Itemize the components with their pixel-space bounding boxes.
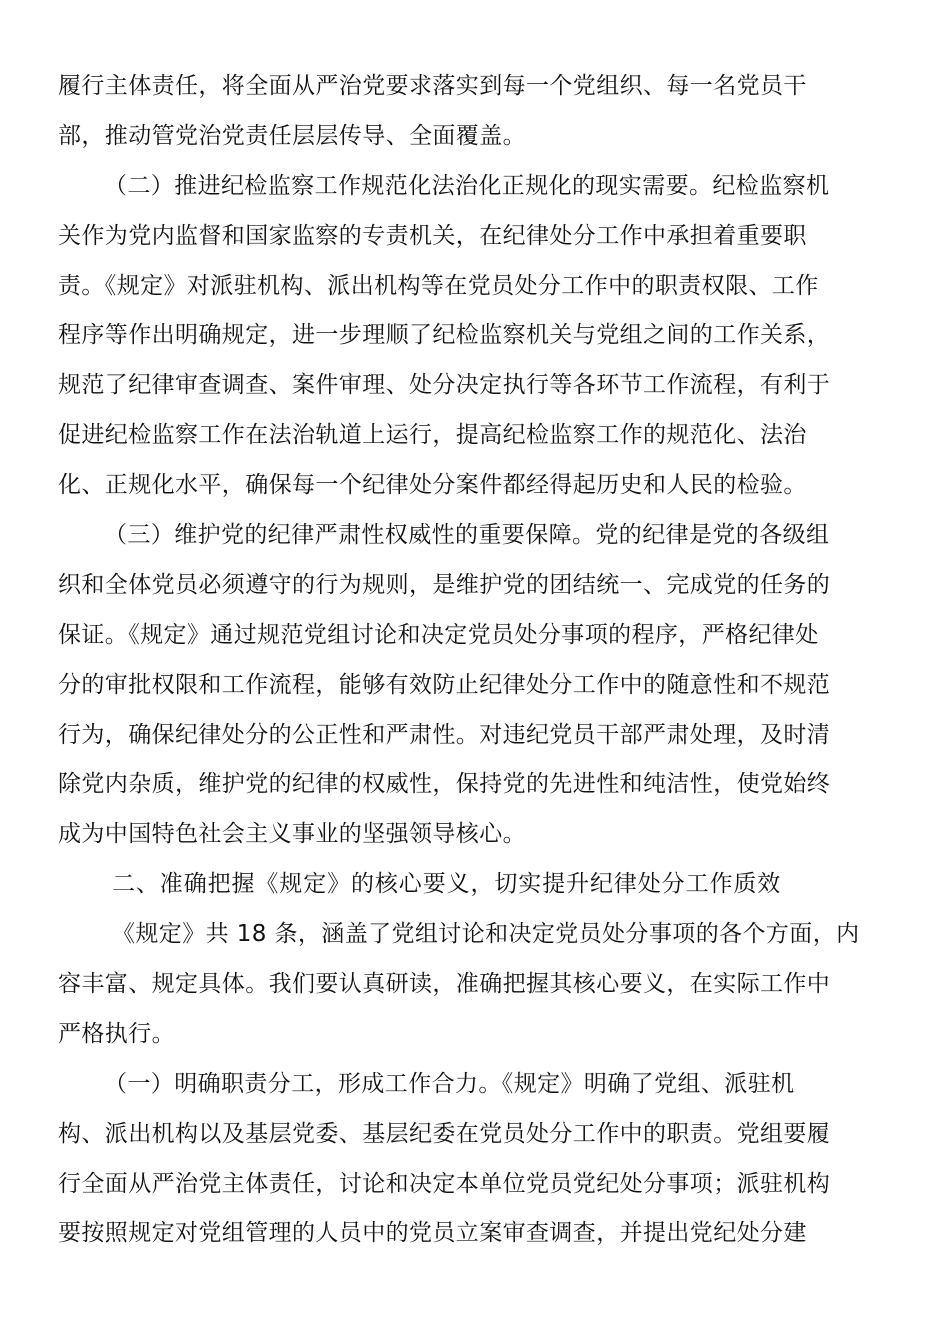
text-line: 构、派出机构以及基层党委、基层纪委在党员处分工作中的职责。党组要履: [58, 1120, 831, 1147]
text-line: 除党内杂质，维护党的纪律的权威性，保持党的先进性和纯洁性，使党始终: [58, 771, 831, 798]
text-line: 保证。《规定》通过规范党组讨论和决定党员处分事项的程序，严格纪律处: [58, 621, 819, 648]
text-line: 织和全体党员必须遵守的行为规则，是维护党的团结统一、完成党的任务的: [58, 571, 831, 598]
text-line: 责。《规定》对派驻机构、派出机构等在党员处分工作中的职责权限、工作: [58, 272, 819, 299]
text-line: 成为中国特色社会主义事业的坚强领导核心。: [58, 821, 526, 848]
text-line: 化、正规化水平，确保每一个纪律处分案件都经得起历史和人民的检验。: [58, 472, 807, 499]
text-line: 关作为党内监督和国家监察的专责机关，在纪律处分工作中承担着重要职: [58, 222, 807, 249]
text-line: 行全面从严治党主体责任，讨论和决定本单位党员党纪处分事项；派驻机构: [58, 1170, 831, 1197]
text-line: （二）推进纪检监察工作规范化法治化正规化的现实需要。纪检监察机: [104, 172, 830, 199]
text-line: 严格执行。: [58, 1020, 175, 1047]
text-line: 分的审批权限和工作流程，能够有效防止纪律处分工作中的随意性和不规范: [58, 671, 831, 698]
text-line: 程序等作出明确规定，进一步理顺了纪检监察机关与党组之间的工作关系，: [58, 322, 831, 349]
text-line: 行为，确保纪律处分的公正性和严肃性。对违纪党员干部严肃处理，及时清: [58, 721, 831, 748]
text-line: 促进纪检监察工作在法治轨道上运行，提高纪检监察工作的规范化、法治: [58, 422, 807, 449]
text-line: （三）维护党的纪律严肃性权威性的重要保障。党的纪律是党的各级组: [104, 522, 830, 549]
text-line: 要按照规定对党组管理的人员中的党员立案审查调查，并提出党纪处分建: [58, 1220, 807, 1247]
section-heading: 二、准确把握《规定》的核心要义，切实提升纪律处分工作质效: [112, 871, 782, 898]
text-line: 履行主体责任，将全面从严治党要求落实到每一个党组织、每一名党员干: [58, 73, 807, 99]
text-line: （一）明确职责分工，形成工作合力。《规定》明确了党组、派驻机: [104, 1070, 795, 1097]
text-line: 容丰富、规定具体。我们要认真研读，准确把握其核心要义，在实际工作中: [58, 971, 831, 998]
text-line: 规范了纪律审查调查、案件审理、处分决定执行等各环节工作流程，有利于: [58, 372, 831, 399]
text-line: 部，推动管党治党责任层层传导、全面覆盖。: [58, 122, 526, 149]
text-line: 《规定》共 18 条，涵盖了党组讨论和决定党员处分事项的各个方面，内: [112, 921, 860, 948]
